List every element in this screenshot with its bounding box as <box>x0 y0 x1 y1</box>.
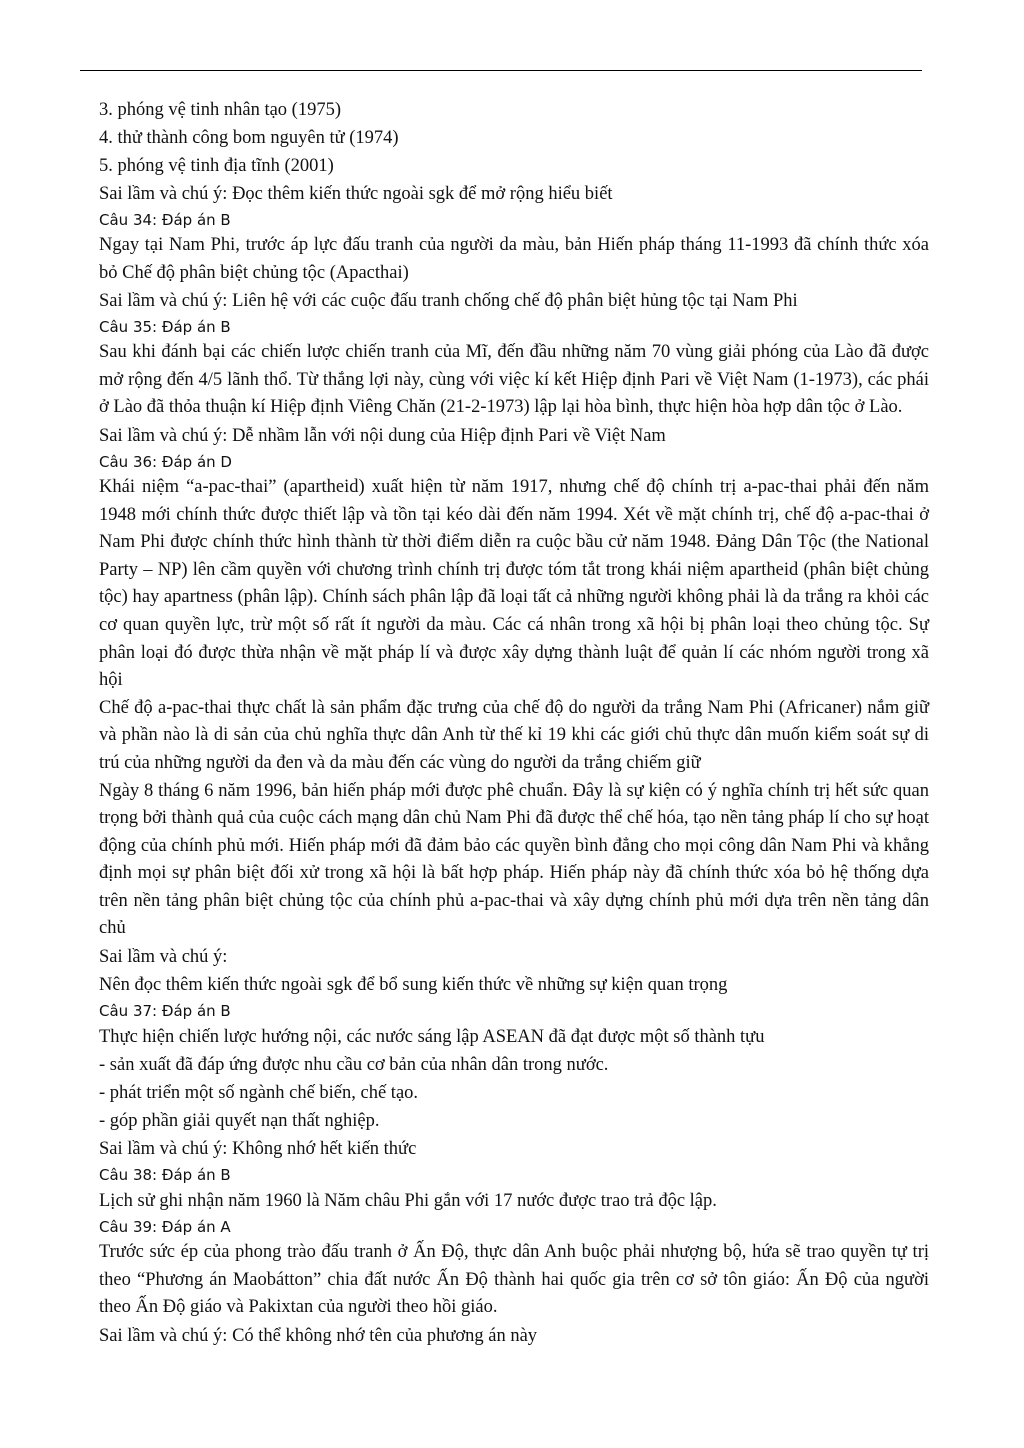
q36-paragraph-1: Khái niệm “a-pac-thai” (apartheid) xuất hiện từ năm 1917, nhưng chế độ chính trị a-pac-thai phải đến năm 1948 mới chính thức được thiết lập và tồn tại kéo dài đến năm 1994. Xét về mặt chính trị, chế độ a-pac-thai ở Nam Phi được chính thức hình thành từ thời điểm diễn ra cuộc bầu cử năm 1948. Đảng Dân Tộc (the National Party – NP) lên cầm quyền với chương trình chính trị được tóm tắt trong khái niệm apartheid (phân biệt chủng tộc) hay apartness (phân lập). Chính sách phân lập đã loại tất cả những người không phải là da trắng ra khỏi các cơ quan quyền lực, trừ một số rất ít người da màu. Các cá nhân trong xã hội bị phân loại theo chủng tộc. Sự phân loại đó được thừa nhận về mặt pháp lí và được xây dựng thành luật để quản lí các nhóm người trong xã hội <box>99 476 929 691</box>
list-item: 5. phóng vệ tinh địa tĩnh (2001) <box>99 156 334 176</box>
q36-paragraph-3: Ngày 8 tháng 6 năm 1996, bản hiến pháp mới được phê chuẩn. Đây là sự kiện có ý nghĩa chính trị hết sức quan trọng bởi thành quả của cuộc cách mạng dân chủ Nam Phi đã được thể chế hóa, tạo nền tảng pháp lí cho sự hoạt động của chính phủ mới. Hiến pháp mới đã đảm bảo các quyền bình đẳng cho mọi công dân Nam Phi và khẳng định mọi sự phân biệt đối xử trong xã hội là bất hợp pháp. Hiến pháp này đã chính thức xóa bỏ hệ thống dựa trên nền tảng phân biệt chủng tộc của chính phủ a-pac-thai và xây dựng chính phủ mới dựa trên nền tảng dân chủ <box>99 780 929 939</box>
q39-body: Trước sức ép của phong trào đấu tranh ở Ấn Độ, thực dân Anh buộc phải nhượng bộ, hứa sẽ trao quyền tự trị theo “Phương án Maobátton” chia đất nước Ấn Độ thành hai quốc gia trên cơ sở tôn giáo: Ấn Độ của người theo Ấn Độ giáo và Pakixtan của người theo hồi giáo. <box>99 1242 929 1318</box>
document-body <box>99 96 929 1350</box>
q35-body: Sau khi đánh bại các chiến lược chiến tranh của Mĩ, đến đầu những năm 70 vùng giải phóng của Lào đã được mở rộng đến 4/5 lãnh thổ. Từ thắng lợi này, cùng với việc kí kết Hiệp định Pari về Việt Nam (1-1973), các phái ở Lào đã thỏa thuận kí Hiệp định Viêng Chăn (21-2-1973) lập lại hòa bình, thực hiện hòa hợp dân tộc ở Lào. <box>99 342 929 418</box>
q37-answer: Câu 37: Đáp án B <box>99 1002 231 1021</box>
list-item: 4. thử thành công bom nguyên tử (1974) <box>99 128 399 148</box>
q34-body: Ngay tại Nam Phi, trước áp lực đấu tranh của người da màu, bản Hiến pháp tháng 11-1993 đã chính thức xóa bỏ Chế độ phân biệt chủng tộc (Apacthai) <box>99 235 929 283</box>
q35-note: Sai lầm và chú ý: Dễ nhầm lẫn với nội dung của Hiệp định Pari về Việt Nam <box>99 425 666 446</box>
q37-note: Sai lầm và chú ý: Không nhớ hết kiến thức <box>99 1139 417 1160</box>
q38-body: Lịch sử ghi nhận năm 1960 là Năm châu Phi gắn với 17 nước được trao trả độc lập. <box>99 1191 717 1212</box>
note-general: Sai lầm và chú ý: Đọc thêm kiến thức ngoài sgk để mở rộng hiểu biết <box>99 184 613 204</box>
q36-note-label: Sai lầm và chú ý: <box>99 947 228 968</box>
q36-note: Nên đọc thêm kiến thức ngoài sgk để bổ sung kiến thức về những sự kiện quan trọng <box>99 975 728 996</box>
q37-intro: Thực hiện chiến lược hướng nội, các nước sáng lập ASEAN đã đạt được một số thành tựu <box>99 1027 765 1048</box>
q36-answer: Câu 36: Đáp án D <box>99 452 232 471</box>
q39-note: Sai lầm và chú ý: Có thể không nhớ tên của phương án này <box>99 1325 538 1346</box>
q36-paragraph-2: Chế độ a-pac-thai thực chất là sản phẩm đặc trưng của chế độ do người da trắng Nam Phi (Africaner) nắm giữ và phần nào là di sản của chủ nghĩa thực dân Anh từ thế kỉ 19 khi các giới chủ thực dân muốn kiểm soát sự di trú của những người da đen và da màu đến các vùng do người da trắng chiếm giữ <box>99 697 929 773</box>
list-item: 3. phóng vệ tinh nhân tạo (1975) <box>99 100 341 120</box>
q37-bullet: - phát triển một số ngành chế biến, chế tạo. <box>99 1083 419 1104</box>
q34-note: Sai lầm và chú ý: Liên hệ với các cuộc đấu tranh chống chế độ phân biệt hủng tộc tại Nam Phi <box>99 291 798 312</box>
q38-answer: Câu 38: Đáp án B <box>99 1166 231 1185</box>
q39-answer: Câu 39: Đáp án A <box>99 1218 231 1237</box>
header-rule <box>80 70 922 71</box>
q35-answer: Câu 35: Đáp án B <box>99 318 231 337</box>
q37-bullet: - góp phần giải quyết nạn thất nghiệp. <box>99 1111 380 1132</box>
q34-answer: Câu 34: Đáp án B <box>99 211 231 229</box>
q37-bullet: - sản xuất đã đáp ứng được nhu cầu cơ bản của nhân dân trong nước. <box>99 1055 609 1076</box>
